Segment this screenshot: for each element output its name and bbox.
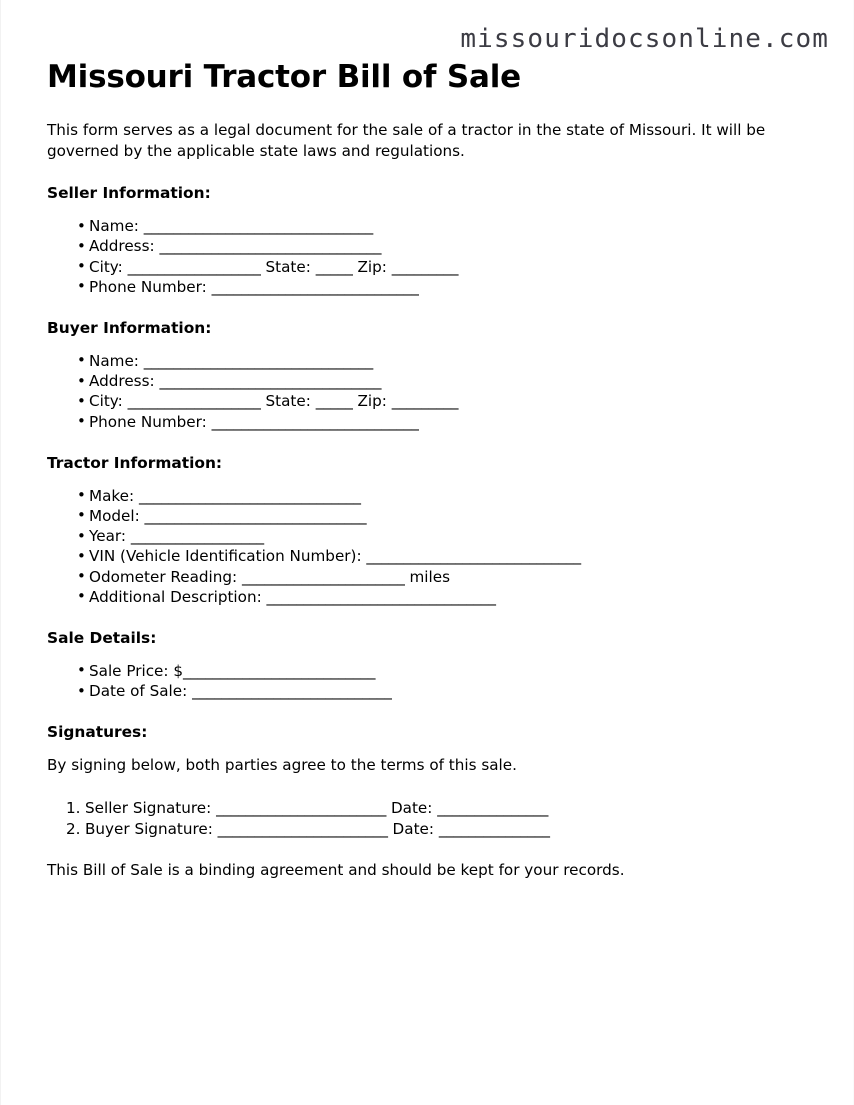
tractor-odometer-label: Odometer Reading:: [89, 567, 242, 586]
buyer-state-blank[interactable]: _____: [315, 392, 353, 411]
buyer-information-heading: Buyer Information:: [47, 318, 212, 337]
buyer-address-label: Address:: [89, 372, 160, 391]
buyer-phone-label: Phone Number:: [89, 412, 212, 431]
intro-paragraph: This form serves as a legal document for the sale of a tractor in the state of Missouri. It will be governed by the applicable state laws and regulations.: [47, 121, 766, 161]
buyer-signature-date-blank[interactable]: _______________: [438, 819, 550, 838]
signatures-heading: Signatures:: [47, 723, 148, 742]
seller-phone-blank[interactable]: ____________________________: [211, 277, 419, 296]
seller-name-label: Name:: [89, 217, 144, 236]
list-item: [47, 371, 809, 391]
buyer-signature-date-label: Date:: [387, 819, 439, 838]
list-item: [47, 486, 809, 506]
sale-details-field-list: [47, 661, 809, 701]
seller-city-blank[interactable]: __________________: [127, 257, 261, 276]
closing-paragraph: This Bill of Sale is a binding agreement and should be kept for your records.: [47, 860, 625, 879]
tractor-make-label: Make:: [89, 486, 139, 505]
page-title: Missouri Tractor Bill of Sale: [47, 59, 521, 95]
list-item: [47, 567, 809, 587]
list-item: [47, 661, 809, 681]
buyer-city-blank[interactable]: __________________: [127, 392, 261, 411]
seller-signature-label: Seller Signature:: [85, 799, 217, 818]
signature-list: [47, 798, 809, 838]
seller-address-label: Address:: [89, 237, 160, 256]
seller-state-label: State:: [260, 257, 316, 276]
list-item: [47, 819, 809, 839]
seller-field-list: [47, 216, 809, 297]
tractor-odometer-blank[interactable]: ______________________: [242, 567, 405, 586]
buyer-zip-label: Zip:: [352, 392, 392, 411]
sale-price-label: Sale Price: $: [89, 661, 183, 680]
tractor-description-blank[interactable]: _______________________________: [266, 587, 496, 606]
buyer-state-label: State:: [260, 392, 316, 411]
sale-price-blank[interactable]: __________________________: [183, 661, 376, 680]
tractor-vin-blank[interactable]: _____________________________: [366, 547, 581, 566]
list-item: [47, 236, 809, 256]
tractor-model-blank[interactable]: ______________________________: [144, 506, 367, 525]
tractor-vin-label: VIN (Vehicle Identification Number):: [89, 547, 367, 566]
list-item: [47, 526, 809, 546]
list-item: [47, 257, 809, 277]
seller-signature-date-label: Date:: [386, 799, 438, 818]
tractor-year-label: Year:: [89, 527, 131, 546]
list-item: [47, 587, 809, 607]
document-body: [47, 60, 809, 903]
buyer-name-label: Name:: [89, 351, 144, 370]
buyer-phone-blank[interactable]: ____________________________: [211, 412, 419, 431]
list-item: [47, 798, 809, 818]
seller-zip-label: Zip:: [352, 257, 392, 276]
seller-city-label: City:: [89, 257, 128, 276]
seller-name-blank[interactable]: _______________________________: [143, 217, 373, 236]
tractor-make-blank[interactable]: ______________________________: [138, 486, 361, 505]
signature-agreement-text: By signing below, both parties agree to the terms of this sale.: [47, 756, 517, 775]
tractor-odometer-unit: miles: [404, 567, 450, 586]
seller-address-blank[interactable]: ______________________________: [159, 237, 382, 256]
seller-signature-blank[interactable]: _______________________: [216, 799, 387, 818]
buyer-field-list: [47, 351, 809, 432]
date-of-sale-blank[interactable]: ___________________________: [192, 682, 392, 701]
site-watermark: missouridocsonline.com: [460, 24, 829, 54]
seller-signature-date-blank[interactable]: _______________: [437, 799, 549, 818]
list-item: [47, 216, 809, 236]
list-item: [47, 506, 809, 526]
tractor-model-label: Model:: [89, 506, 145, 525]
list-item: [47, 681, 809, 701]
buyer-signature-blank[interactable]: _______________________: [217, 819, 388, 838]
buyer-zip-blank[interactable]: _________: [391, 392, 459, 411]
tractor-description-label: Additional Description:: [89, 587, 267, 606]
buyer-name-blank[interactable]: _______________________________: [143, 351, 373, 370]
list-item: [47, 412, 809, 432]
buyer-address-blank[interactable]: ______________________________: [159, 372, 382, 391]
buyer-signature-label: Buyer Signature:: [85, 819, 218, 838]
seller-phone-label: Phone Number:: [89, 277, 212, 296]
tractor-year-blank[interactable]: __________________: [130, 527, 264, 546]
seller-zip-blank[interactable]: _________: [391, 257, 459, 276]
list-item: [47, 351, 809, 371]
buyer-city-label: City:: [89, 392, 128, 411]
sale-details-heading: Sale Details:: [47, 628, 157, 647]
tractor-field-list: [47, 486, 809, 607]
seller-information-heading: Seller Information:: [47, 184, 211, 203]
tractor-information-heading: Tractor Information:: [47, 453, 223, 472]
list-item: [47, 391, 809, 411]
list-item: [47, 546, 809, 566]
list-item: [47, 277, 809, 297]
date-of-sale-label: Date of Sale:: [89, 682, 193, 701]
seller-state-blank[interactable]: _____: [315, 257, 353, 276]
